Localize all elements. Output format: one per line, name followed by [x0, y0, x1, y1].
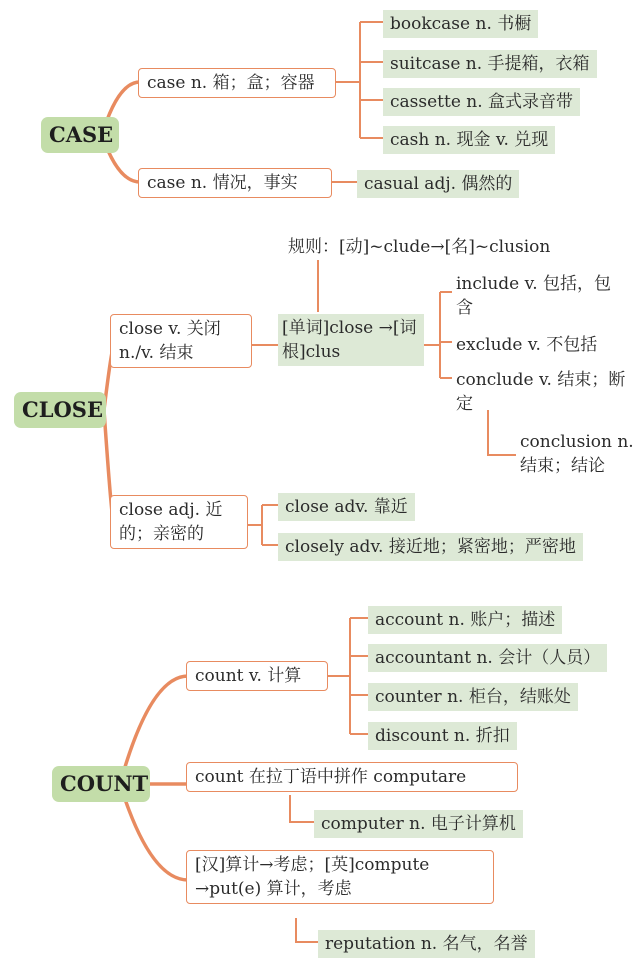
close-derived-word: close adv. 靠近 [278, 493, 415, 521]
count-latin-note: count 在拉丁语中拼作 computare [186, 762, 518, 792]
close-derived-word: closely adv. 接近地；紧密地；严密地 [278, 533, 583, 561]
close-sense-shut: close v. 关闭 n./v. 结束 [110, 314, 252, 368]
count-root: COUNT [52, 766, 150, 802]
close-sense-near: close adj. 近的；亲密的 [110, 495, 248, 549]
case-sense-situation: case n. 情况，事实 [138, 168, 332, 198]
count-sense-calculate: count v. 计算 [186, 661, 328, 691]
case-derived-word: suitcase n. 手提箱，衣箱 [383, 50, 597, 78]
count-derived-word: counter n. 柜台，结账处 [368, 683, 578, 711]
case-derived-word: cash n. 现金 v. 兑现 [383, 126, 555, 154]
close-derived-word: include v. 包括，包含 [456, 274, 612, 318]
count-derived-word: account n. 账户；描述 [368, 606, 562, 634]
close-morpheme-box: [单词]close →[词根]clus [278, 314, 424, 366]
close-derived-word: exclude v. 不包括 [456, 335, 598, 355]
count-derived-word: accountant n. 会计（人员） [368, 644, 607, 672]
count-derived-word: computer n. 电子计算机 [314, 810, 523, 838]
case-derived-word: cassette n. 盒式录音带 [383, 88, 580, 116]
close-conclusion-word: conclusion n. 结束；结论 [520, 432, 634, 476]
close-rule-note: 规则：[动]~clude→[名]~clusion [288, 237, 551, 257]
close-root: CLOSE [14, 392, 106, 428]
count-etymology-note: [汉]算计→考虑；[英]compute →put(e) 算计，考虑 [186, 850, 494, 904]
case-sense-container: case n. 箱；盒；容器 [138, 68, 336, 98]
case-derived-word: casual adj. 偶然的 [357, 170, 519, 198]
count-derived-word: reputation n. 名气，名誉 [318, 930, 535, 958]
case-root: CASE [41, 117, 119, 153]
count-derived-word: discount n. 折扣 [368, 722, 517, 750]
case-derived-word: bookcase n. 书橱 [383, 10, 538, 38]
close-derived-word: conclude v. 结束；断定 [456, 370, 626, 414]
